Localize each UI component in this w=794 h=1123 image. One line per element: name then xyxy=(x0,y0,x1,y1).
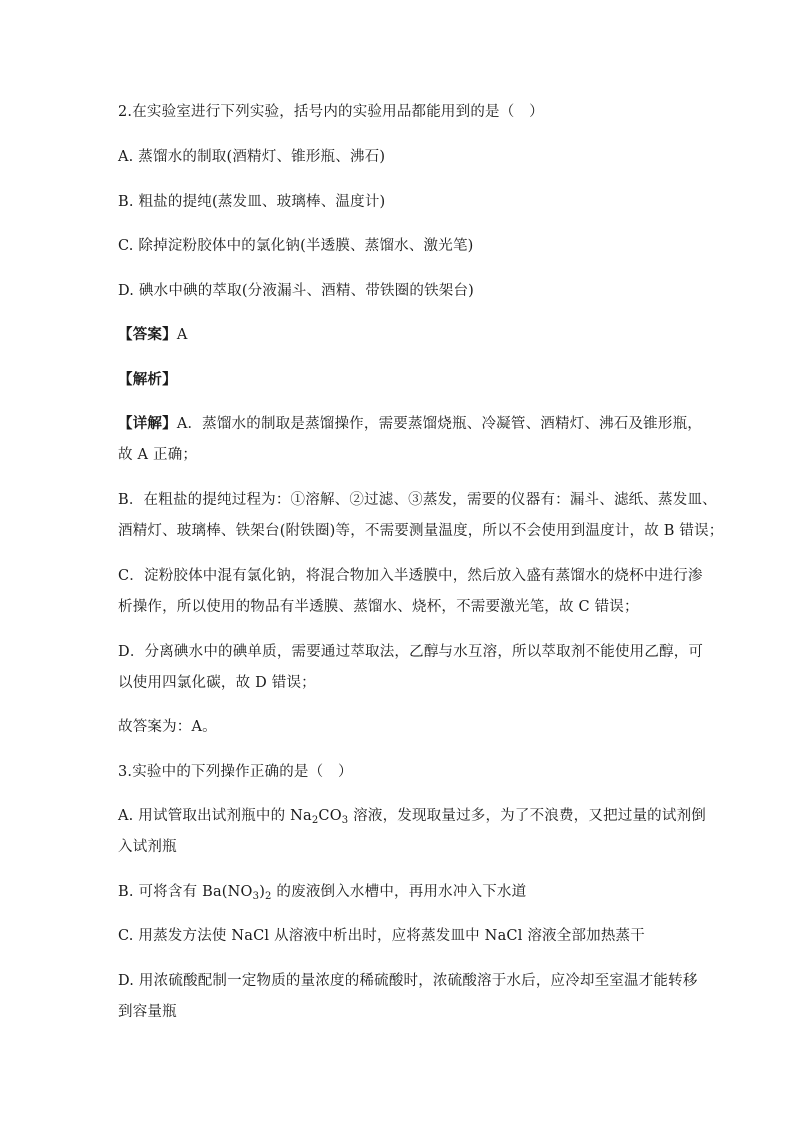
question-3-stem: 3.实验中的下列操作正确的是（ ） xyxy=(118,764,353,780)
detail-b-line-2: 酒精灯、玻璃棒、铁架台(附铁圈)等，不需要测量温度，所以不会使用到温度计，故 B 错误； xyxy=(118,523,724,539)
subscript: 2 xyxy=(311,815,319,826)
subscript: 3 xyxy=(252,891,260,902)
subscript: 3 xyxy=(341,815,349,826)
question-2-option-a: A. 蒸馏水的制取(酒精灯、锥形瓶、沸石) xyxy=(118,149,386,165)
detail-a-text-1: A．蒸馏水的制取是蒸馏操作，需要蒸馏烧瓶、冷凝管、酒精灯、沸石及锥形瓶， xyxy=(176,416,702,432)
detail-tag: 【详解】 xyxy=(118,415,177,432)
subscript: 2 xyxy=(265,891,272,902)
analysis-tag: 【解析】 xyxy=(118,371,177,388)
detail-a-line-1 xyxy=(118,414,702,434)
answer-line xyxy=(118,325,187,345)
detail-d-line-1: D．分离碘水中的碘单质，需要通过萃取法，乙醇与水互溶，所以萃取剂不能使用乙醇，可 xyxy=(118,644,704,660)
option-a-text-post: 溶液，发现取量过多，为了不浪费，又把过量的试剂倒 xyxy=(348,808,706,824)
detail-b-line-1: B．在粗盐的提纯过程为：①溶解、②过滤、③蒸发，需要的仪器有：漏斗、滤纸、蒸发皿、 xyxy=(118,492,717,508)
question-2-option-b: B. 粗盐的提纯(蒸发皿、玻璃棒、温度计) xyxy=(118,194,386,210)
question-3-option-d-line-2: 到容量瓶 xyxy=(118,1004,177,1020)
detail-d-line-2: 以使用四氯化碳，故 D 错误； xyxy=(118,675,316,691)
option-b-text-mid: ) xyxy=(259,884,266,900)
conclusion: 故答案为：A。 xyxy=(118,719,217,735)
option-a-text-pre: A. 用试管取出试剂瓶中的 Na xyxy=(118,808,312,824)
detail-a-line-2: 故 A 正确； xyxy=(118,447,198,463)
question-2-option-c: C. 除掉淀粉胶体中的氯化钠(半透膜、蒸馏水、激光笔) xyxy=(118,238,474,254)
answer-value: A xyxy=(176,327,188,343)
question-2-stem: 2.在实验室进行下列实验，括号内的实验用品都能用到的是（ ） xyxy=(118,104,544,120)
question-3-option-a-line-2: 入试剂瓶 xyxy=(118,839,177,855)
detail-c-line-1: C．淀粉胶体中混有氯化钠，将混合物加入半透膜中，然后放入盛有蒸馏水的烧杯中进行渗 xyxy=(118,568,703,584)
answer-tag: 【答案】 xyxy=(118,326,177,343)
option-b-text-post: 的废液倒入水槽中，再用水冲入下水道 xyxy=(271,884,527,900)
option-b-text-pre: B. 可将含有 Ba(NO xyxy=(118,884,253,900)
question-3-option-d-line-1: D. 用浓硫酸配制一定物质的量浓度的稀硫酸时，浓硫酸溶于水后，应冷却至室温才能转移 xyxy=(118,973,698,989)
question-3-option-b xyxy=(118,882,526,902)
question-2-option-d: D. 碘水中碘的萃取(分液漏斗、酒精、带铁圈的铁架台) xyxy=(118,283,475,299)
question-3-option-c: C. 用蒸发方法使 NaCl 从溶液中析出时，应将蒸发皿中 NaCl 溶液全部加热蒸干 xyxy=(118,928,645,944)
question-3-option-a-line-1 xyxy=(118,806,706,826)
option-a-text-mid: CO xyxy=(318,808,342,824)
detail-c-line-2: 析操作，所以使用的物品有半透膜、蒸馏水、烧杯，不需要激光笔，故 C 错误； xyxy=(118,599,639,615)
